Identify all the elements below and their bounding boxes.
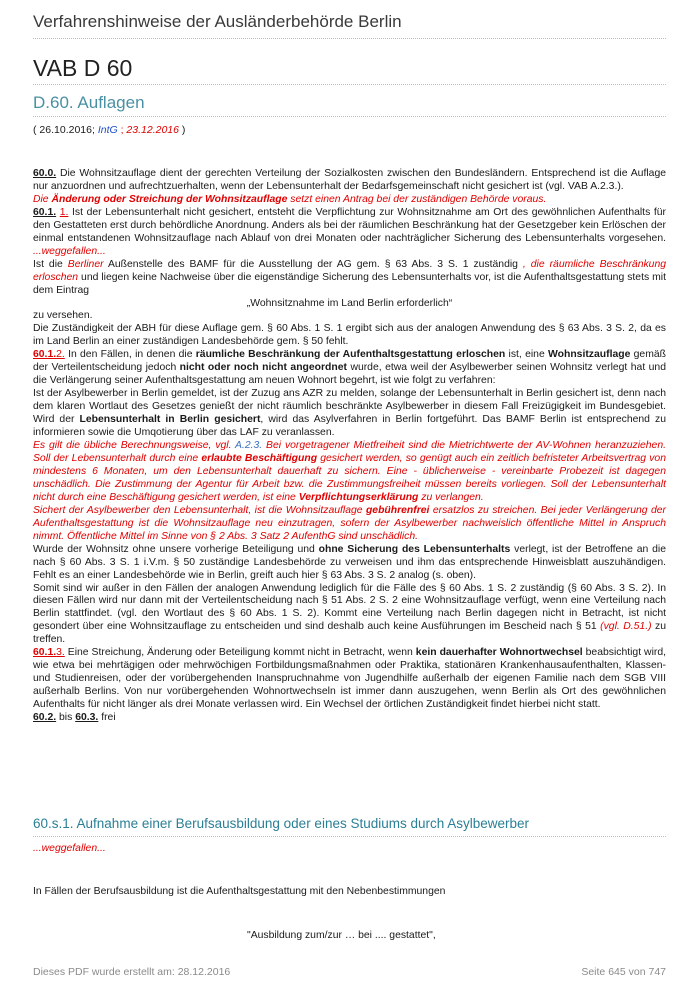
paragraph-60-1-1: 60.1. 1. Ist der Lebensunterhalt nicht gesichert, entsteht die Verpflichtung zur Wohnsitznahme am Ort des gewöhnlichen Aufenthalts für den Gestatteten erst durch behördliche Anordnung. Anders als bei der räumlichen Beschränkung hat der Gesetzgeber kein Erlöschen der einmal entstandenen Wohnsitzauflage nach Ablauf von drei Monaten oder nachträglicher Sicherung des Lebensunterhalts vorgesehen. ...weggefallen... bbox=[33, 206, 666, 257]
title-divider bbox=[33, 84, 666, 85]
subsection-title: 60.s.1. Aufnahme einer Berufsausbildung oder eines Studiums durch Asylbewerber bbox=[33, 816, 530, 831]
removed-note: ...weggefallen... bbox=[33, 843, 106, 854]
intg-link[interactable]: IntG bbox=[97, 124, 118, 136]
paragraph-responsibility: Die Zuständigkeit der ABH für diese Auflage gem. § 60 Abs. 1 S. 1 ergibt sich aus der analogen Anwendung des § 63 Abs. 3 S. 2, da es im Land Berlin an einer zuständigen Landesbehörde gem. § 50 fehlt. bbox=[33, 323, 666, 348]
header-divider bbox=[33, 38, 666, 39]
paragraph-berlin-office: Ist die Berliner Außenstelle des BAMF für die Ausstellung der AG gem. § 63 Abs. 3 S. 1 zuständig , die räumliche Beschränkung erloschen und liegen keine Nachweise über die eigenständige Sicherung des Lebensunterhalts vor, ist die Aufenthaltsgestattung stets mit dem Eintrag bbox=[33, 258, 667, 296]
training-quote: "Ausbildung zum/zur … bei .... gestattet", bbox=[247, 930, 436, 941]
paragraph-60-2-3: 60.2. bis 60.3. frei bbox=[33, 712, 116, 724]
reference-link[interactable]: (vgl. D.51.) bbox=[600, 621, 652, 633]
version-dates: ( 26.10.2016; IntG ; 23.12.2016 ) bbox=[33, 124, 186, 136]
reference-link[interactable]: A.2.3. bbox=[235, 440, 263, 452]
paragraph-60-1-2: 60.1.2. In den Fällen, in denen die räumliche Beschränkung der Aufenthaltsgestattung erloschen ist, eine Wohnsitzauflage gemäß der Verteilentscheidung jedoch nicht oder noch nicht angeordnet wurde, etwa weil der Asylbewerber seinen Wohnsitz verlegt hat und die Verlängerung seiner Aufenthaltsgestattung am neuen Wohnort begehrt, ist wie folgt zu verfahren: bbox=[33, 349, 666, 387]
subsection-text: In Fällen der Berufsausbildung ist die Aufenthaltsgestattung mit den Nebenbestimmungen bbox=[33, 886, 446, 897]
paragraph-60-0: 60.0. Die Wohnsitzauflage dient der gerechten Verteilung der Sozialkosten zwischen den Bundesländern. Entsprechend ist die Auflage nur anzuordnen und aufrechtzuerhalten, wenn der Lebensunterhalt der Bedarfsgemeinschaft nicht gesichert ist (vgl. VAB A.2.3.). bbox=[33, 168, 666, 192]
paragraph-calculation: Es gilt die übliche Berechnungsweise, vgl. A.2.3. Bei vorgetragener Mietfreiheit sind die Mietrichtwerte der AV-Wohnen heranzuziehen. Soll der Lebensunterhalt durch eine erlaubte Beschäftigung gesichert werden, so genügt auch ein zeitlich befristeter Arbeitsvertrag von mindestens 6 Monaten, um den Lebensunterhalt dauerhaft zu sichern. Eine - üblicherweise - vereinbarte Probezeit ist dagegen unschädlich. Die Zustimmung der Agentur für Arbeit bzw. die Zustimmungsfreiheit müssen bereits vorliegen. Soll der Lebensunterhalt nicht durch eine Beschäftigung gesichert werden, ist eine Verpflichtungserklärung zu verlangen. bbox=[33, 440, 667, 503]
paragraph-fee-free: Sichert der Asylbewerber den Lebensunterhalt, ist die Wohnsitzauflage gebührenfrei ersatzlos zu streichen. Bei jeder Verlängerung der Aufenthaltsgestattung ist die Wohnsitzauflage neu einzutragen, sofern der Asylbewerber nachweislich öffentliche Mittel in Anspruch nimmt. Öffentliche Mittel im Sinne von § 2 Abs. 3 Satz 2 AufenthG sind unschädlich. bbox=[33, 504, 666, 542]
paragraph-relocation: Wurde der Wohnsitz ohne unsere vorherige Beteiligung und ohne Sicherung des Lebensunterhalts verlegt, ist der Betroffene an die nach § 60 Abs. 3 S. 1 i.V.m. § 50 zuständige Landesbehörde zu verweisen und ihm das entsprechende Hinweisblatt auszuhändigen. Fehlt es an einer Landesbehörde wie in Berlin, greift auch hier § 63 Abs. 3 S. 2 analog (s. oben). bbox=[33, 543, 666, 581]
document-body bbox=[33, 168, 666, 725]
footer-page-number: Seite 645 von 747 bbox=[581, 966, 666, 978]
entry-quote: „Wohnsitznahme im Land Berlin erforderlich“ bbox=[246, 297, 453, 309]
section-divider bbox=[33, 116, 666, 117]
footer-created: Dieses PDF wurde erstellt am: 28.12.2016 bbox=[33, 966, 231, 978]
paragraph-number: 60.0. bbox=[33, 168, 57, 179]
document-title: VAB D 60 bbox=[33, 55, 133, 81]
paragraph-registration: Ist der Asylbewerber in Berlin gemeldet, ist der Zuzug ans AZR zu melden, solange der Lebensunterhalt in Berlin gesichert ist, denn nach dem klaren Wortlaut des Gesetzes genießt der nicht räumlich beschränkte Asylbewerber in diesem Fall Freizügigkeit im Bundesgebiet. Wird der Lebensunterhalt in Berlin gesichert, wird das Asylverfahren in Berlin fortgeführt. Das BAMF Berlin ist entsprechend zu informieren sowie die Umqotierung über das LAF zu veranlassen. bbox=[33, 388, 666, 439]
amendment-note: Die Änderung oder Streichung der Wohnsitzauflage setzt einen Antrag bei der zuständigen Behörde voraus. bbox=[33, 193, 547, 205]
paragraph-analogous: Somit sind wir außer in den Fällen der analogen Anwendung lediglich für die Fälle des § 60 Abs. 1 S. 2 zuständig (§ 60 Abs. 3 S. 2). In diesen Fällen wird nur dann mit der Verteilentscheidung nach § 51 Abs. 2 S. 2 eine Wohnsitzauflage verfügt, wenn eine Verteilung nach Berlin stattfindet. (vgl. den Wortlaut des § 60 Abs. 1 S. 2). Kommt eine Verteilung nach Berlin dagegen nicht in Betracht, ist nicht gesondert über eine Wohnsitzauflage zu entscheiden und sind deshalb auch keine Ausführungen im Bescheid nach § 51 (vgl. D.51.) zu treffen. bbox=[33, 582, 667, 646]
paragraph-text: zu versehen. bbox=[33, 310, 93, 322]
change-date: 23.12.2016 bbox=[126, 124, 179, 136]
site-title: Verfahrenshinweise der Ausländerbehörde Berlin bbox=[33, 12, 402, 31]
removed-note: ...weggefallen... bbox=[33, 245, 106, 257]
section-title: D.60. Auflagen bbox=[33, 93, 145, 112]
subsection-divider bbox=[33, 836, 666, 837]
paragraph-60-1-3: 60.1.3. Eine Streichung, Änderung oder Beteiligung kommt nicht in Betracht, wenn kein dauerhafter Wohnortwechsel beabsichtigt wird, wie etwa bei mehrtägigen oder mehrwöchigen Fortbildungsmaßnahmen oder Praktika, stationären Krankenhausaufenthalten, Klassen- und Studienreisen, oder der vorübergehenden Inanspruchnahme von Jugendhilfe außerhalb der eigenen Familie nach dem SGB VIII außerhalb Berlins. Von nur vorübergehenden Wohnortwechseln ist immer dann auszugehen, wenn Berlin als Ort des gewöhnlichen Aufenthalts für nicht länger als drei Monate verlassen wird. Ein Wechsel der örtlichen Zuständigkeit findet hierbei nicht statt. bbox=[33, 647, 666, 711]
